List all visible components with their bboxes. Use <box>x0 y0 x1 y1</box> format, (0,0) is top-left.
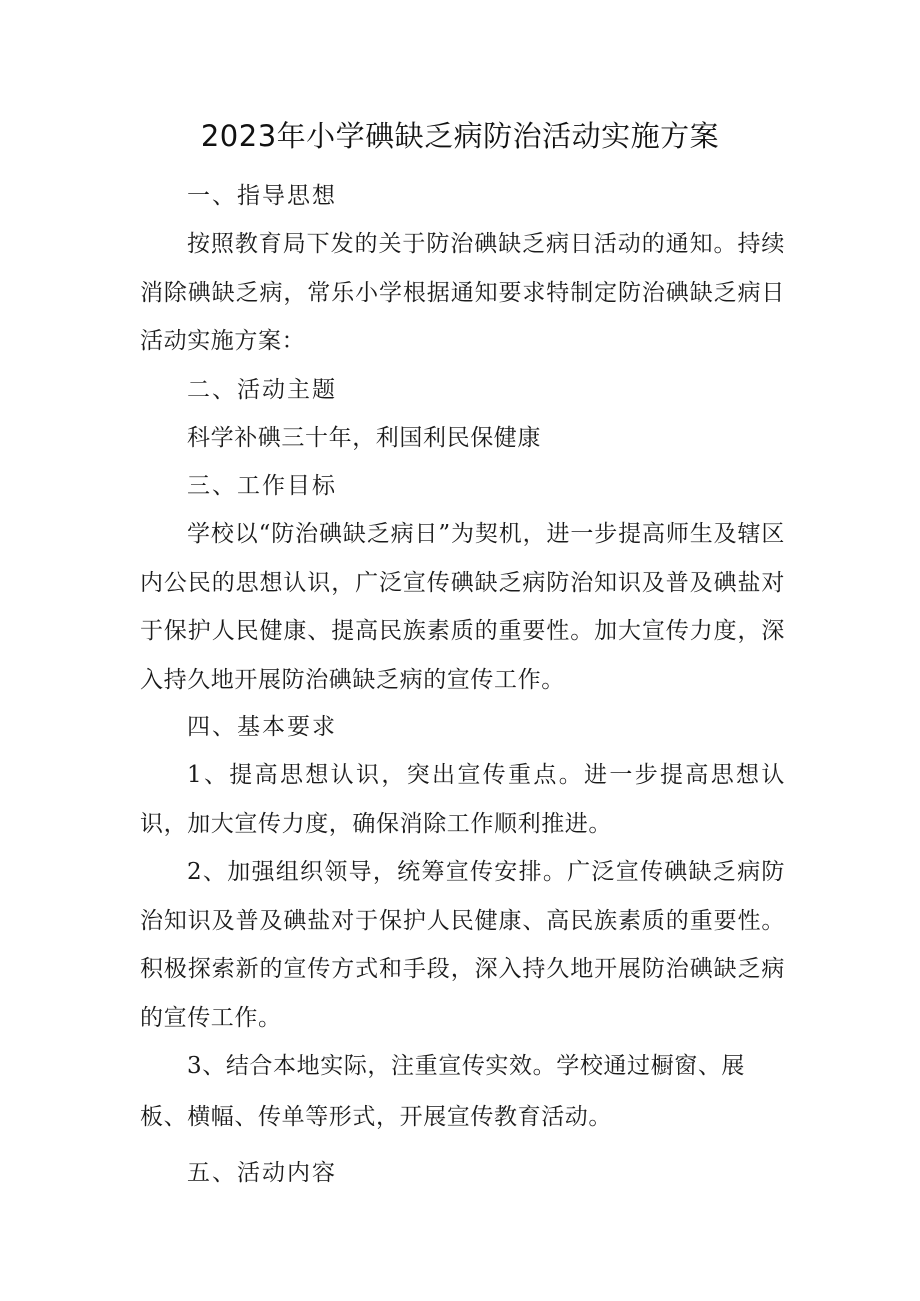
requirement-item-3-line-2: 板、横幅、传单等形式，开展宣传教育活动。 <box>140 1104 612 1130</box>
section-body-guiding-ideology: 按照教育局下发的关于防治碘缺乏病日活动的通知。持续消除碘缺乏病，常乐小学根据通知要求特制定防治碘缺乏病日活动实施方案： <box>140 231 785 354</box>
section-body-activity-theme: 科学补碘三十年，利国利民保健康 <box>187 425 541 451</box>
section-heading-activity-theme: 二、活动主题 <box>187 377 337 403</box>
section-heading-work-goals: 三、工作目标 <box>187 473 337 499</box>
requirement-item-2: 2、加强组织领导，统筹宣传安排。广泛宣传碘缺乏病防治知识及普及碘盐对于保护人民健康、高民族素质的重要性。积极探索新的宣传方式和手段，深入持久地开展防治碘缺乏病的宣传工作。 <box>140 859 785 1031</box>
requirement-item-3-line-1: 3、结合本地实际，注重宣传实效。学校通过橱窗、展 <box>187 1053 746 1079</box>
section-heading-guiding-ideology: 一、指导思想 <box>187 183 337 209</box>
section-body-work-goals: 学校以“防治碘缺乏病日”为契机，进一步提高师生及辖区内公民的思想认识，广泛宣传碘缺乏病防治知识及普及碘盐对于保护人民健康、提高民族素质的重要性。加大宣传力度，深入持久地开展防治碘缺乏病的宣传工作。 <box>140 521 785 693</box>
section-heading-basic-requirements: 四、基本要求 <box>187 714 337 740</box>
section-heading-activity-content: 五、活动内容 <box>187 1160 337 1186</box>
requirement-item-1: 1、提高思想认识，突出宣传重点。进一步提高思想认识，加大宣传力度，确保消除工作顺利推进。 <box>140 762 785 837</box>
document-title: 2023年小学碘缺乏病防治活动实施方案 <box>200 119 720 153</box>
